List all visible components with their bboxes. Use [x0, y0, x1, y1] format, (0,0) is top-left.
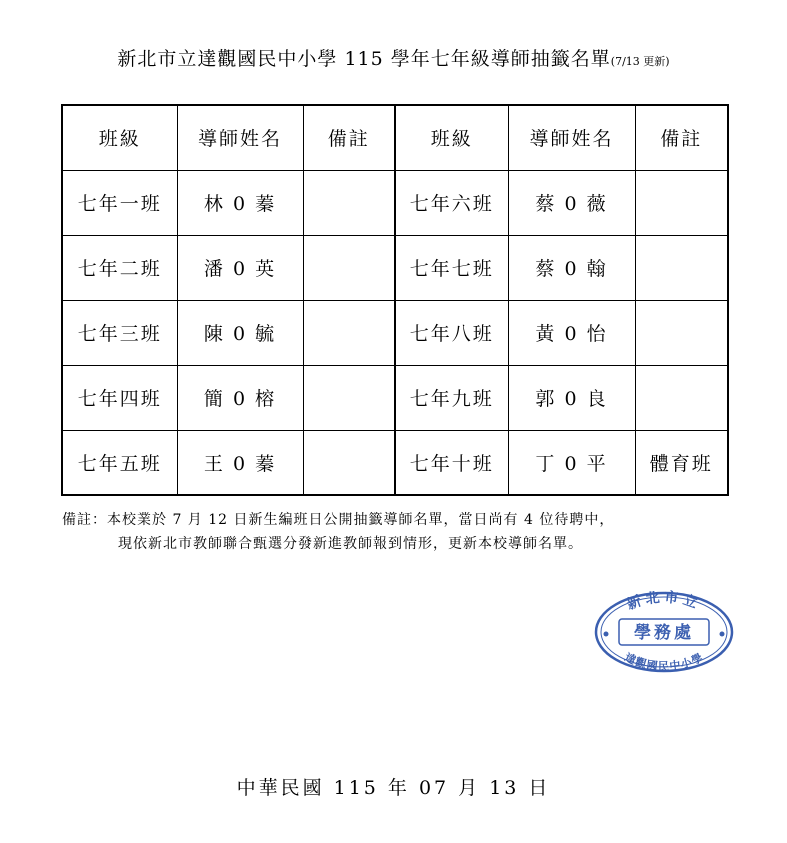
note-cell [635, 170, 728, 235]
table-header-row [62, 105, 728, 170]
note-cell [303, 430, 395, 495]
class-cell: 七年四班 [62, 365, 177, 430]
seal-center-text: 學務處 [634, 623, 694, 643]
header-class: 班級 [395, 105, 508, 170]
teacher-cell: 蔡 0 翰 [508, 235, 635, 300]
header-class: 班級 [62, 105, 177, 170]
remarks [62, 508, 614, 556]
note-cell [303, 300, 395, 365]
teacher-cell: 陳 0 毓 [177, 300, 303, 365]
teacher-cell: 黃 0 怡 [508, 300, 635, 365]
class-cell: 七年六班 [395, 170, 508, 235]
class-cell: 七年一班 [62, 170, 177, 235]
class-cell: 七年十班 [395, 430, 508, 495]
teacher-cell: 潘 0 英 [177, 235, 303, 300]
note-cell [303, 170, 395, 235]
table-row [62, 430, 728, 495]
note-cell: 體育班 [635, 430, 728, 495]
note-cell [303, 235, 395, 300]
teacher-cell: 郭 0 良 [508, 365, 635, 430]
note-cell [635, 235, 728, 300]
seal-dot-right [720, 632, 725, 637]
table-row [62, 300, 728, 365]
teacher-cell: 王 0 蓁 [177, 430, 303, 495]
seal-dot-left [604, 632, 609, 637]
header-teacher: 導師姓名 [508, 105, 635, 170]
table-row [62, 235, 728, 300]
teacher-cell: 丁 0 平 [508, 430, 635, 495]
class-cell: 七年九班 [395, 365, 508, 430]
class-cell: 七年七班 [395, 235, 508, 300]
class-cell: 七年二班 [62, 235, 177, 300]
remarks-line-2: 現依新北市教師聯合甄選分發新進教師報到情形，更新本校導師名單。 [118, 536, 583, 552]
title-update-note: (7/13 更新) [610, 55, 670, 68]
school-affairs-seal [593, 590, 735, 674]
class-cell: 七年三班 [62, 300, 177, 365]
header-note: 備註 [303, 105, 395, 170]
teacher-cell: 蔡 0 薇 [508, 170, 635, 235]
note-cell [303, 365, 395, 430]
table-row [62, 170, 728, 235]
class-cell: 七年八班 [395, 300, 508, 365]
teacher-cell: 簡 0 榕 [177, 365, 303, 430]
header-teacher: 導師姓名 [177, 105, 303, 170]
teacher-cell: 林 0 蓁 [177, 170, 303, 235]
class-cell: 七年五班 [62, 430, 177, 495]
table-row [62, 365, 728, 430]
teacher-roster-table [61, 104, 729, 496]
seal-top-text: 新北市立 [624, 590, 704, 614]
seal-bottom-text: 達觀國民中小學 [622, 650, 706, 673]
header-note: 備註 [635, 105, 728, 170]
remarks-line-1: 備註：本校業於 7 月 12 日新生編班日公開抽籤導師名單，當日尚有 4 位待聘中， [62, 512, 615, 528]
note-cell [635, 300, 728, 365]
document-date: 中華民國 115 年 07 月 13 日 [236, 777, 551, 799]
note-cell [635, 365, 728, 430]
title-main: 新北市立達觀國民中小學 115 學年七年級導師抽籤名單 [117, 48, 611, 70]
document-title [0, 44, 787, 71]
